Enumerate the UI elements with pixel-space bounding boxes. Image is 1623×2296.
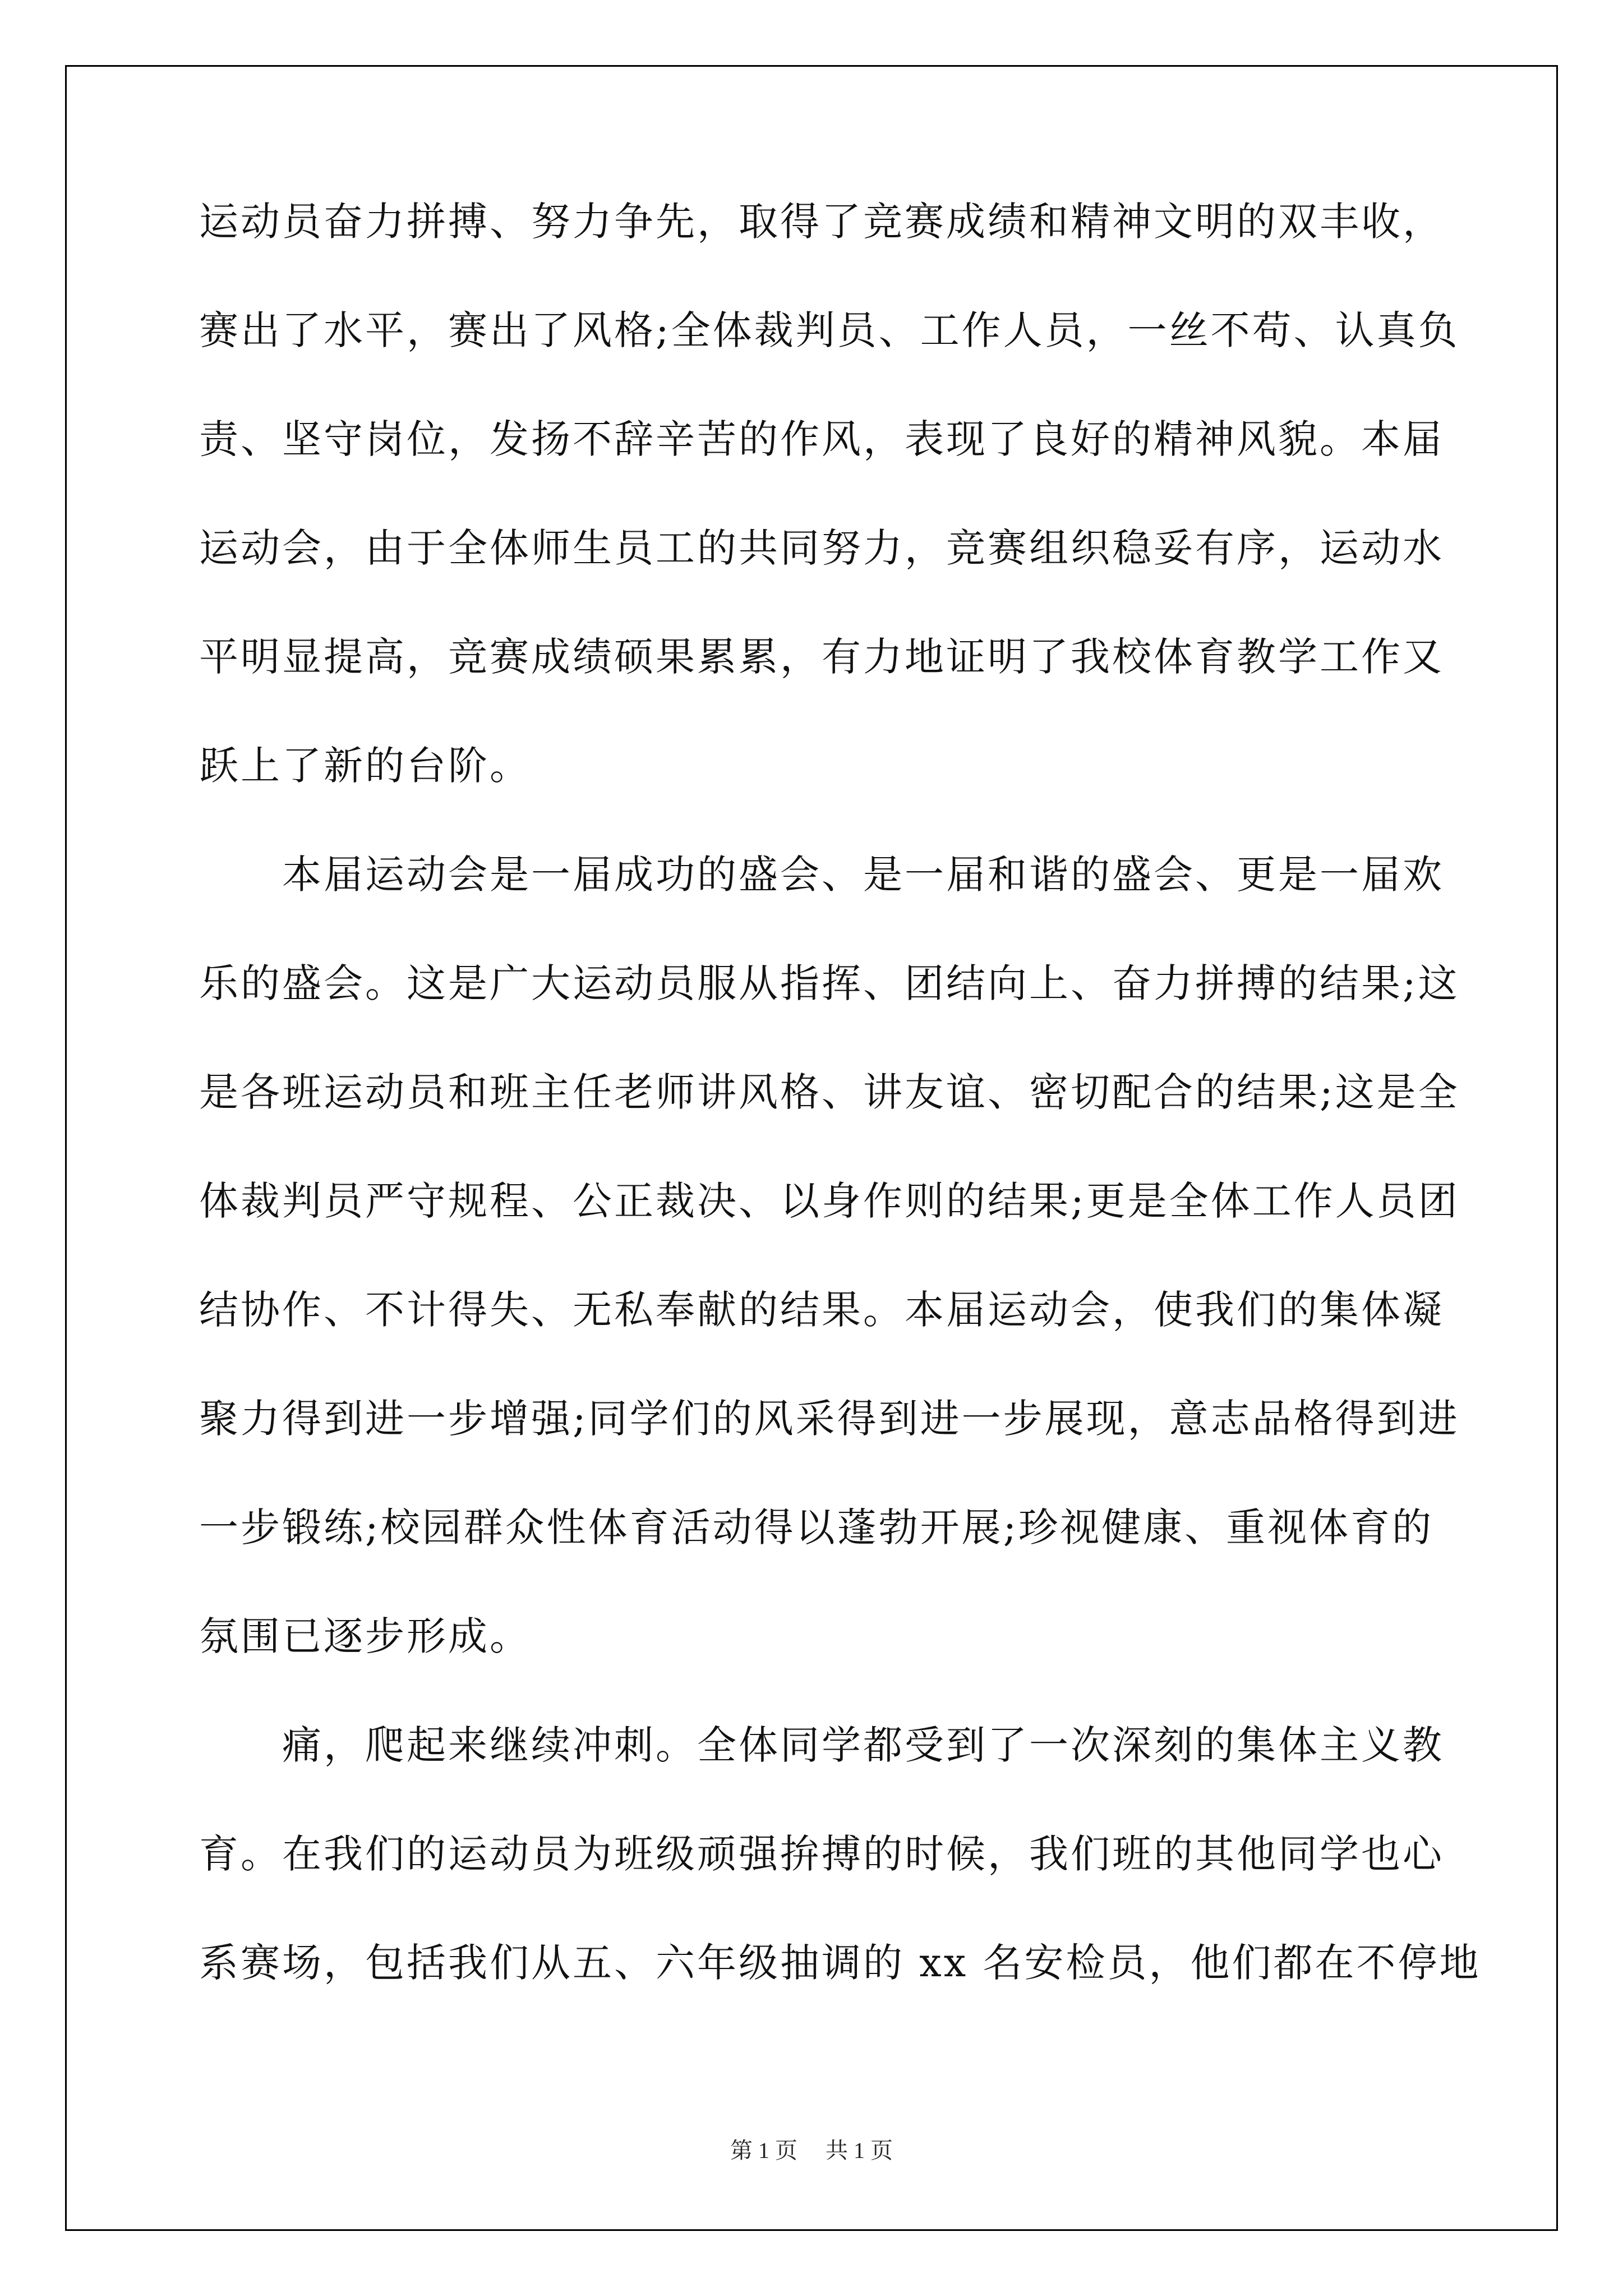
paragraph-line: 平明显提高，竞赛成绩硕果累累，有力地证明了我校体育教学工作又 xyxy=(199,634,1444,680)
paragraph-line: 运动员奋力拼搏、努力争先，取得了竞赛成绩和精神文明的双丰收， xyxy=(199,199,1444,245)
paragraph-line: 聚力得到进一步增强;同学们的风采得到进一步展现，意志品格得到进 xyxy=(199,1396,1460,1442)
paragraph-line: 责、坚守岗位，发扬不辞辛苦的作风，表现了良好的精神风貌。本届 xyxy=(199,416,1444,462)
paragraph-line: 育。在我们的运动员为班级顽强拚搏的时候，我们班的其他同学也心 xyxy=(199,1831,1444,1877)
paragraph-2 xyxy=(199,852,1460,1659)
paragraph-line: 一步锻练;校园群众性体育活动得以蓬勃开展;珍视健康、重视体育的 xyxy=(199,1504,1434,1550)
paragraph-line: 体裁判员严守规程、公正裁决、以身作则的结果;更是全体工作人员团 xyxy=(199,1178,1460,1224)
page-number: 第 1 页 xyxy=(730,2138,797,2163)
paragraph-line: 结协作、不计得失、无私奉献的结果。本届运动会，使我们的集体凝 xyxy=(199,1287,1444,1333)
paragraph-line: 运动会，由于全体师生员工的共同努力，竞赛组织稳妥有序，运动水 xyxy=(199,525,1444,571)
page-total: 共 1 页 xyxy=(826,2138,893,2163)
paragraph-line: 是各班运动员和班主任老师讲风格、讲友谊、密切配合的结果;这是全 xyxy=(199,1069,1460,1115)
paragraph-line: 系赛场，包括我们从五、六年级抽调的 xx 名安检员，他们都在不停地 xyxy=(199,1940,1481,1986)
paragraph-1 xyxy=(199,199,1460,789)
paragraph-3 xyxy=(199,1722,1481,1986)
paragraph-line: 痛，爬起来继续冲刺。全体同学都受到了一次深刻的集体主义教 xyxy=(282,1722,1444,1768)
paragraph-line: 本届运动会是一届成功的盛会、是一届和谐的盛会、更是一届欢 xyxy=(282,852,1444,898)
document-body xyxy=(199,199,1481,1986)
paragraph-line: 跃上了新的台阶。 xyxy=(199,743,531,789)
page-footer xyxy=(0,2137,1623,2164)
paragraph-line: 赛出了水平，赛出了风格;全体裁判员、工作人员，一丝不苟、认真负 xyxy=(199,307,1460,353)
paragraph-line: 氛围已逐步形成。 xyxy=(199,1613,531,1659)
paragraph-line: 乐的盛会。这是广大运动员服从指挥、团结向上、奋力拼搏的结果;这 xyxy=(199,960,1460,1006)
